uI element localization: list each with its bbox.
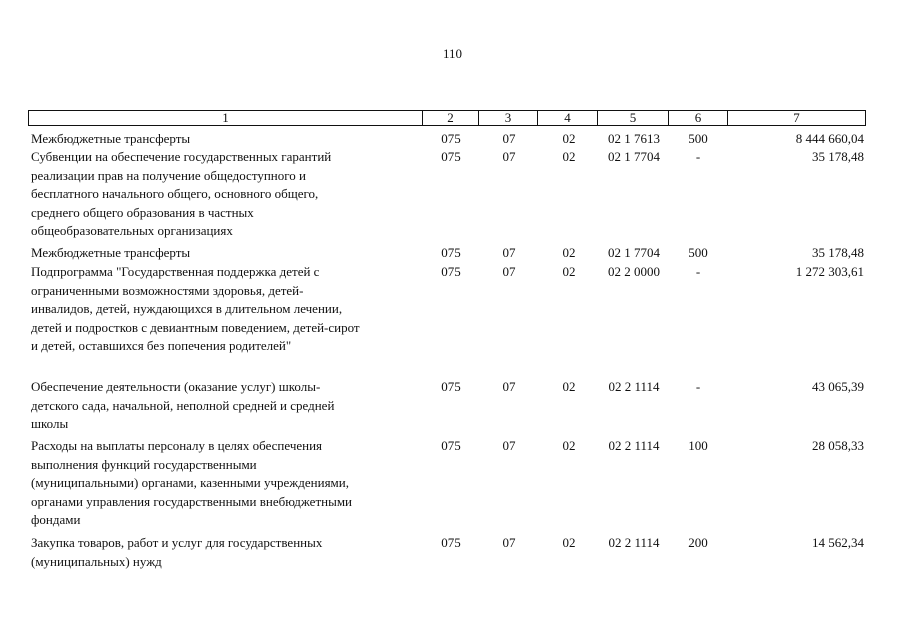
row-col-7: 14 562,34 bbox=[812, 535, 864, 550]
row-name: Подпрограмма "Государственная поддержка детей с ограниченными возможностями здоровья, детей- инвалидов, детей, нуждающихся в длительном лечении, детей и подростков с девиантным поведением, детей-сирот и детей, оставшихся без попечения родителей" bbox=[31, 264, 360, 353]
row-col-3: 07 bbox=[502, 535, 516, 550]
row-col-5: 02 1 7704 bbox=[608, 245, 660, 260]
row-col-6: - bbox=[695, 264, 701, 279]
row-col-4: 02 bbox=[562, 438, 576, 453]
row-name: Обеспечение деятельности (оказание услуг) школы- детского сада, начальной, неполной средней и средней школы bbox=[31, 379, 335, 431]
row-col-2: 075 bbox=[441, 149, 461, 164]
row-col-6: 100 bbox=[688, 438, 708, 453]
row-name: Межбюджетные трансферты bbox=[31, 131, 191, 146]
header-col-2: 2 bbox=[423, 111, 479, 125]
row-col-2: 075 bbox=[441, 264, 461, 279]
row-col-2: 075 bbox=[441, 535, 461, 550]
row-col-2: 075 bbox=[441, 245, 461, 260]
row-col-6: - bbox=[695, 149, 701, 164]
row-col-7: 35 178,48 bbox=[812, 245, 864, 260]
page-number: 110 bbox=[442, 46, 463, 61]
row-col-7: 28 058,33 bbox=[812, 438, 864, 453]
row-col-5: 02 1 7613 bbox=[608, 131, 660, 146]
row-col-6: 500 bbox=[688, 245, 708, 260]
row-col-4: 02 bbox=[562, 535, 576, 550]
row-col-7: 8 444 660,04 bbox=[795, 131, 864, 146]
row-col-5: 02 2 1114 bbox=[608, 379, 660, 394]
header-col-6: 6 bbox=[669, 111, 728, 125]
row-name: Закупка товаров, работ и услуг для государственных (муниципальных) нужд bbox=[31, 535, 323, 569]
header-col-1: 1 bbox=[29, 111, 423, 125]
row-col-3: 07 bbox=[502, 149, 516, 164]
row-col-4: 02 bbox=[562, 245, 576, 260]
row-col-3: 07 bbox=[502, 438, 516, 453]
row-col-5: 02 2 1114 bbox=[608, 438, 660, 453]
row-name: Межбюджетные трансферты bbox=[31, 245, 191, 260]
row-col-5: 02 1 7704 bbox=[608, 149, 660, 164]
row-col-7: 35 178,48 bbox=[812, 149, 864, 164]
row-col-7: 43 065,39 bbox=[812, 379, 864, 394]
row-col-6: 500 bbox=[688, 131, 708, 146]
row-col-2: 075 bbox=[441, 438, 461, 453]
header-col-4: 4 bbox=[538, 111, 598, 125]
header-col-5: 5 bbox=[598, 111, 669, 125]
row-col-2: 075 bbox=[441, 131, 461, 146]
row-col-5: 02 2 1114 bbox=[608, 535, 660, 550]
row-col-3: 07 bbox=[502, 264, 516, 279]
row-col-4: 02 bbox=[562, 264, 576, 279]
header-col-3: 3 bbox=[479, 111, 538, 125]
row-col-3: 07 bbox=[502, 379, 516, 394]
row-col-4: 02 bbox=[562, 131, 576, 146]
row-col-6: - bbox=[695, 379, 701, 394]
header-col-7: 7 bbox=[793, 110, 800, 125]
row-col-4: 02 bbox=[562, 379, 576, 394]
row-name: Расходы на выплаты персоналу в целях обеспечения выполнения функций государственными (муниципальными) органами, казенными учреждениями, органами управления государственными внебюджетными фондами bbox=[31, 438, 353, 527]
table-header bbox=[28, 110, 866, 126]
row-name: Субвенции на обеспечение государственных гарантий реализации прав на получение общедоступного и бесплатного начального общего, основного общего, среднего общего образования в частных общеобразовательных организациях bbox=[31, 149, 332, 238]
row-col-5: 02 2 0000 bbox=[608, 264, 660, 279]
row-col-2: 075 bbox=[441, 379, 461, 394]
row-col-3: 07 bbox=[502, 245, 516, 260]
row-col-4: 02 bbox=[562, 149, 576, 164]
row-col-7: 1 272 303,61 bbox=[795, 264, 864, 279]
row-col-3: 07 bbox=[502, 131, 516, 146]
row-col-6: 200 bbox=[688, 535, 708, 550]
